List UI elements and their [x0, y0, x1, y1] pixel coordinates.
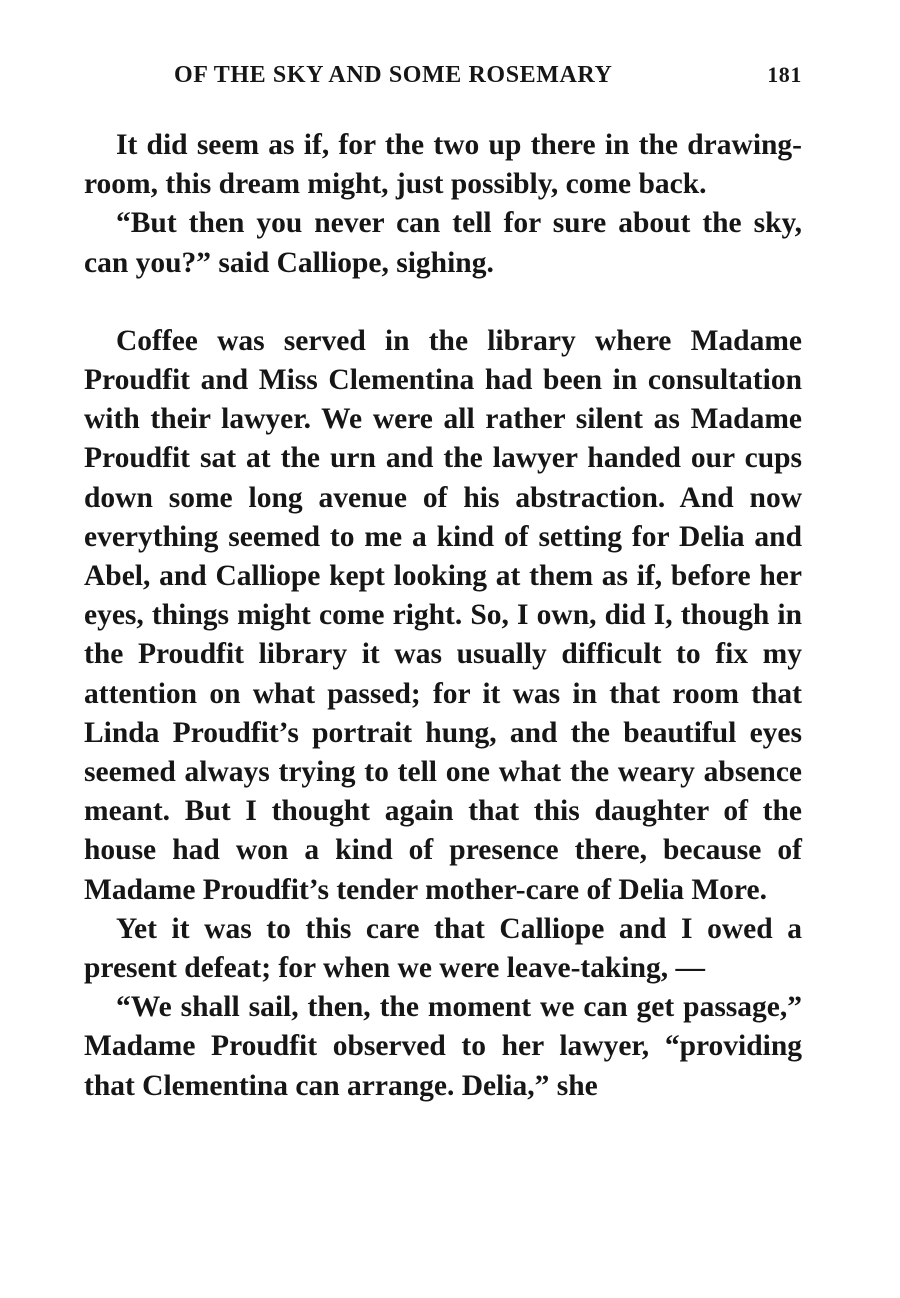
paragraph-2: “But then you never can tell for sure about the sky, can you?” said Calliope, sighing. [84, 207, 802, 279]
book-page [84, 62, 802, 1106]
paragraph-4: Yet it was to this care that Calliope and I owed a present defeat; for when we were leave-taking, — [84, 912, 802, 985]
running-header [84, 62, 802, 102]
body-text [84, 126, 802, 1106]
paragraph-5: “We shall sail, then, the moment we can get passage,” Madame Proudfit observed to her lawyer, “providing that Clementina can arrange. Delia,” she [84, 991, 802, 1102]
paragraph-3: Coffee was served in the library where Madame Proudfit and Miss Clementina had been in consultation with their lawyer. We were all rather silent as Madame Proudfit sat at the urn and the lawyer handed our cups down some long avenue of his abstraction. And now everything seemed to me a kind of setting for Delia and Abel, and Calliope kept looking at them as if, before her eyes, things might come right. So, I own, did I, though in the Proudfit library it was usually difficult to fix my attention on what passed; for it was in that room that Linda Proudfit’s portrait hung, and the beautiful eyes seemed always trying to tell one what the weary absence meant. But I thought again that this daughter of the house had won a kind of presence there, because of Madame Proudfit’s tender mother-care of Delia More. [84, 324, 802, 906]
paragraph-1: It did seem as if, for the two up there in the drawing-room, this dream might, just possibly, come back. [84, 129, 802, 201]
section-break [84, 283, 802, 322]
page-number: 181 [767, 62, 802, 87]
running-title: OF THE SKY AND SOME ROSEMARY [174, 62, 613, 88]
